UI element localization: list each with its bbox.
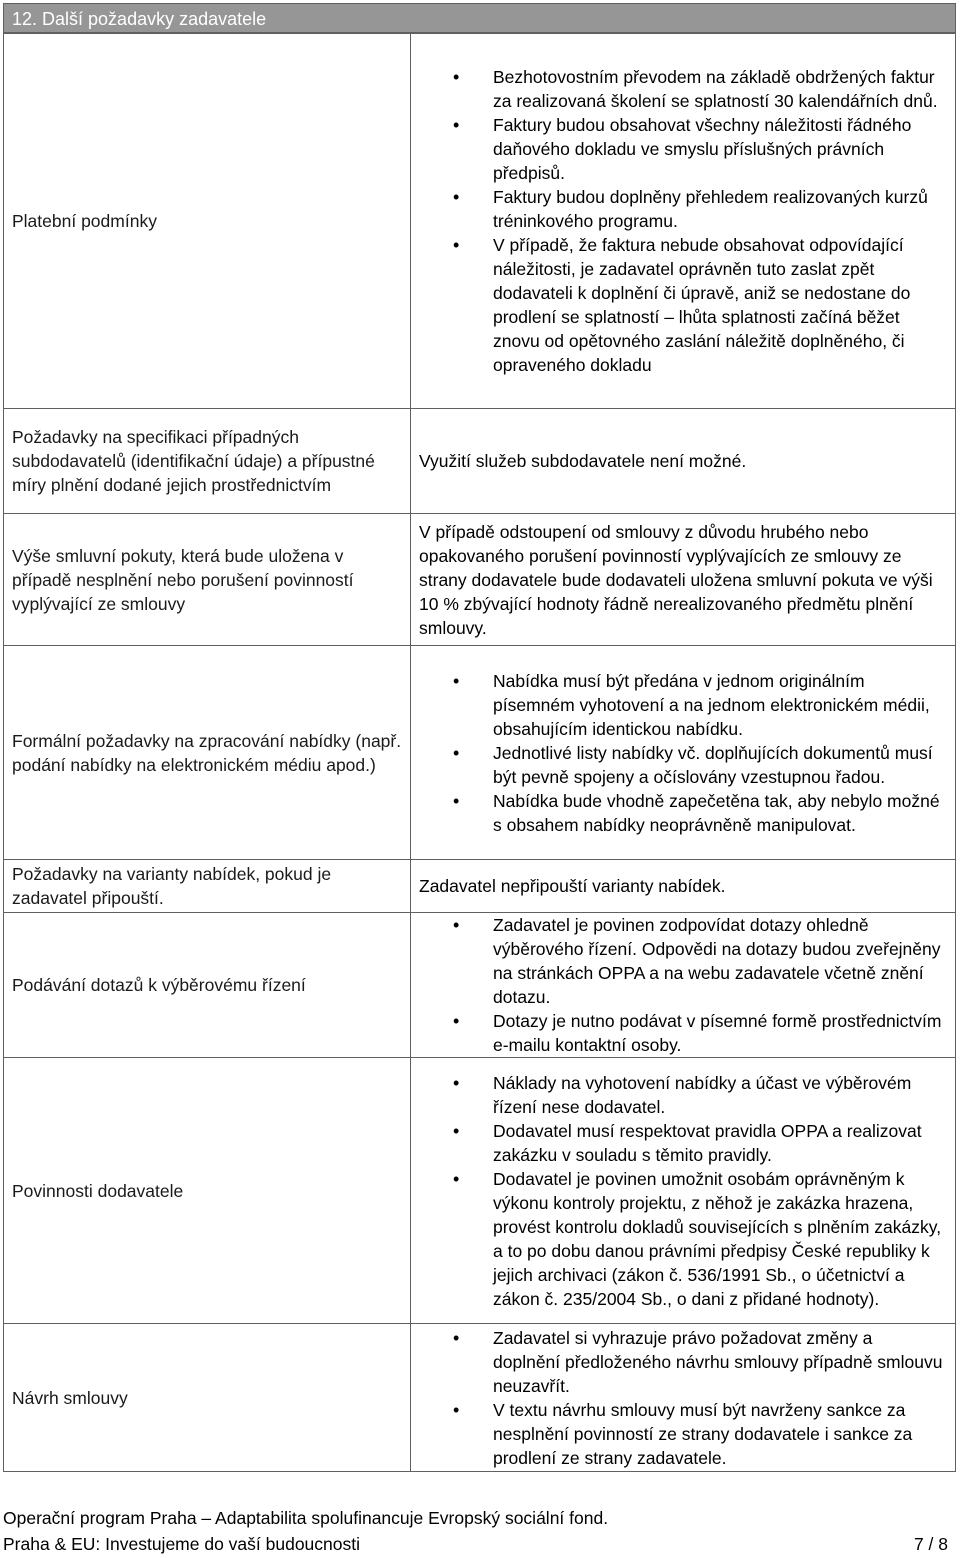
- table-row: [4, 514, 956, 646]
- row-text: V případě odstoupení od smlouvy z důvodu hrubého nebo opakovaného porušení povinností vyplývajících ze smlouvy ze strany dodavatele bude dodavateli uložena smluvní pokuta ve výši 10 % zbývající hodnoty řádně nerealizovaného předmětu plnění smlouvy.: [419, 521, 933, 638]
- row-text: Zadavatel nepřipouští varianty nabídek.: [419, 876, 726, 896]
- table-row: [4, 646, 956, 860]
- requirements-section: [3, 3, 956, 1472]
- list-item: • V případě, že faktura nebude obsahovat odpovídající náležitosti, je zadavatel oprávněn tuto zaslat zpět dodavateli k doplnění či úpravě, aniž se nedostane do prodlení se splatností – lhůta splatnosti začíná běžet znovu od opětovného zaslání náležitě doplněného, či opraveného dokladu: [419, 233, 943, 377]
- list-item: • Jednotlivé listy nabídky vč. doplňujících dokumentů musí být pevně spojeny a očíslovány vzestupnou řadou.: [419, 741, 943, 789]
- list-item: • Dotazy je nutno podávat v písemné formě prostřednictvím e-mailu kontaktní osoby.: [419, 1009, 943, 1057]
- row-content-variants: [411, 860, 956, 913]
- section-title: 12. Další požadavky zadavatele: [3, 3, 956, 33]
- row-content-contract-penalty: [411, 514, 956, 646]
- row-content-formal-requirements: [411, 646, 956, 860]
- row-content-subcontractors: [411, 409, 956, 514]
- row-content-questions: [411, 913, 956, 1058]
- table-row: [4, 913, 956, 1058]
- footer-program-text: Operační program Praha – Adaptabilita spolufinancuje Evropský sociální fond.: [3, 1508, 609, 1528]
- page-number: 7 / 8: [913, 1534, 948, 1554]
- row-label-payment-terms: Platební podmínky: [4, 34, 411, 409]
- list-item: • Bezhotovostním převodem na základě obdržených faktur za realizovaná školení se splatností 30 kalendářních dnů.: [419, 65, 943, 113]
- row-label-variants: Požadavky na varianty nabídek, pokud je zadavatel připouští.: [4, 860, 411, 913]
- footer-line-2: [3, 1534, 948, 1555]
- table-row: [4, 860, 956, 913]
- row-text: Využití služeb subdodavatele není možné.: [419, 451, 747, 471]
- footer-slogan: Praha & EU: Investujeme do vaší budoucnosti: [3, 1534, 361, 1554]
- table-row: [4, 1324, 956, 1472]
- list-item: • Zadavatel je povinen zodpovídat dotazy ohledně výběrového řízení. Odpovědi na dotazy budou zveřejněny na stránkách OPPA a na webu zadavatele včetně znění dotazu.: [419, 913, 943, 1009]
- list-item: • V textu návrhu smlouvy musí být navrženy sankce za nesplnění povinností ze strany dodavatele i sankce za prodlení ze strany zadavatele.: [419, 1398, 943, 1470]
- row-label-questions: Podávání dotazů k výběrovému řízení: [4, 913, 411, 1058]
- row-label-contract-draft: Návrh smlouvy: [4, 1324, 411, 1472]
- row-label-supplier-obligations: Povinnosti dodavatele: [4, 1058, 411, 1324]
- row-label-formal-requirements: Formální požadavky na zpracování nabídky (např. podání nabídky na elektronickém médiu apod.): [4, 646, 411, 860]
- table-row: [4, 409, 956, 514]
- list-item: • Faktury budou obsahovat všechny náležitosti řádného daňového dokladu ve smyslu příslušných právních předpisů.: [419, 113, 943, 185]
- row-content-supplier-obligations: [411, 1058, 956, 1324]
- list-item: • Dodavatel je povinen umožnit osobám oprávněným k výkonu kontroly projektu, z něhož je zakázka hrazena, provést kontrolu dokladů souvisejících s plněním zakázky, a to po dobu danou právními předpisy České republiky k jejich archivaci (zákon č. 536/1991 Sb., o účetnictví a zákon č. 235/2004 Sb., o dani z přidané hodnoty).: [419, 1167, 943, 1311]
- row-content-contract-draft: [411, 1324, 956, 1472]
- list-item: • Faktury budou doplněny přehledem realizovaných kurzů tréninkového programu.: [419, 185, 943, 233]
- list-item: • Nabídka musí být předána v jednom originálním písemném vyhotovení a na jednom elektronickém médii, obsahujícím identickou nabídku.: [419, 669, 943, 741]
- list-item: • Nabídka bude vhodně zapečetěna tak, aby nebylo možné s obsahem nabídky neoprávněně manipulovat.: [419, 789, 943, 837]
- requirements-table: [3, 33, 956, 1472]
- list-item: • Náklady na vyhotovení nabídky a účast ve výběrovém řízení nese dodavatel.: [419, 1071, 943, 1119]
- row-label-subcontractors: Požadavky na specifikaci případných subdodavatelů (identifikační údaje) a přípustné míry plnění dodané jejich prostřednictvím: [4, 409, 411, 514]
- row-content-payment-terms: [411, 34, 956, 409]
- list-item: • Dodavatel musí respektovat pravidla OPPA a realizovat zakázku v souladu s těmito pravidly.: [419, 1119, 943, 1167]
- table-row: [4, 34, 956, 409]
- footer-line-1: [3, 1508, 948, 1529]
- table-row: [4, 1058, 956, 1324]
- row-label-contract-penalty: Výše smluvní pokuty, která bude uložena v případě nesplnění nebo porušení povinností vyplývající ze smlouvy: [4, 514, 411, 646]
- list-item: • Zadavatel si vyhrazuje právo požadovat změny a doplnění předloženého návrhu smlouvy případně smlouvu neuzavřít.: [419, 1326, 943, 1398]
